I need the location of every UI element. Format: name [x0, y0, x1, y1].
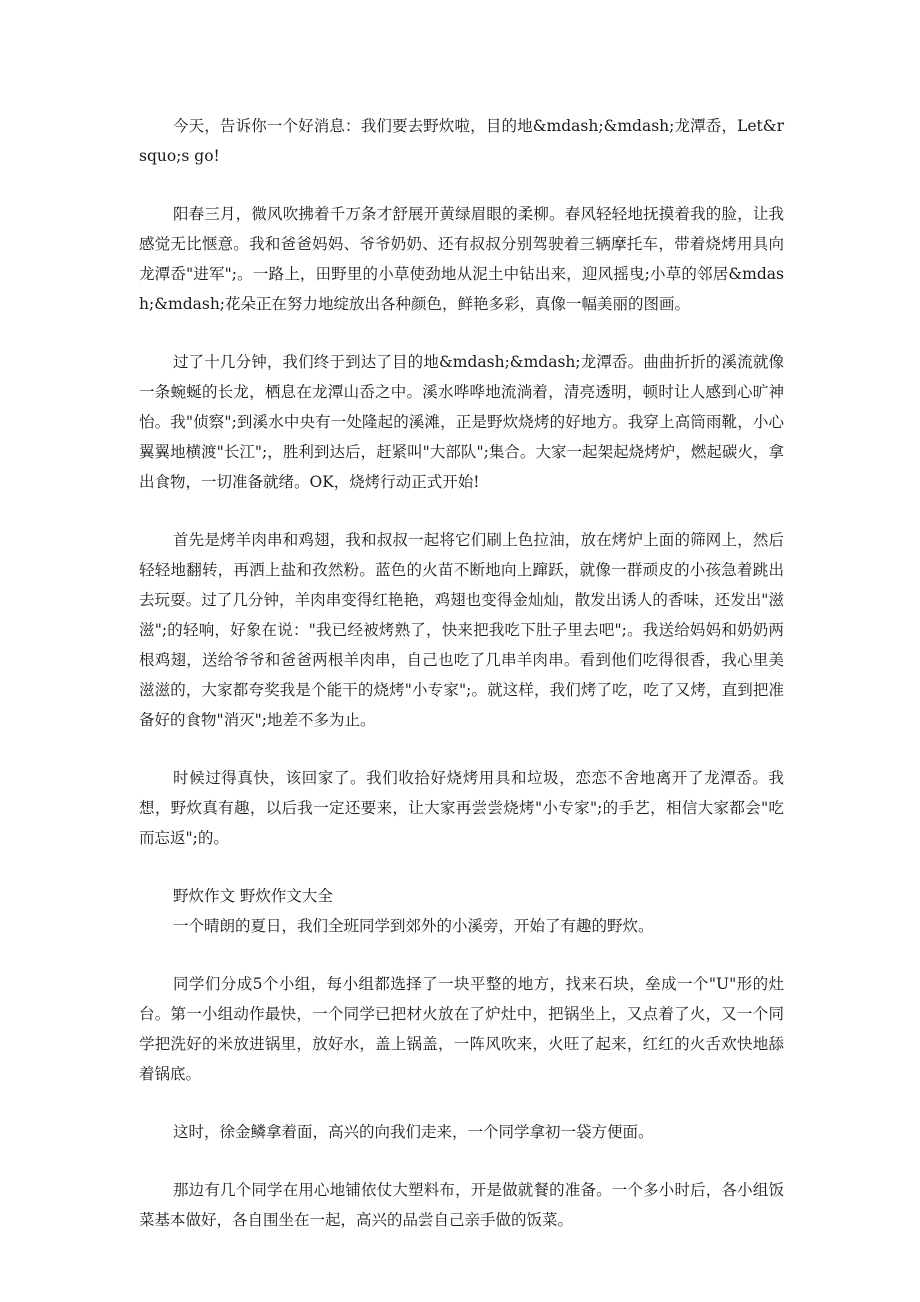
section-title: 野炊作文 野炊作文大全: [173, 887, 333, 905]
paragraph-6: 一个晴朗的夏日，我们全班同学到郊外的小溪旁，开始了有趣的野炊。: [173, 917, 654, 935]
document-body: [139, 111, 784, 1263]
paragraph-8: 这时，徐金鳞拿着面，高兴的向我们走来，一个同学拿初一袋方便面。: [173, 1123, 654, 1141]
paragraph-9: 那边有几个同学在用心地铺依仗大塑料布，开是做就餐的准备。一个多小时后，各小组饭菜基本做好，各自围坐在一起，高兴的品尝自己亲手做的饭菜。: [139, 1181, 784, 1229]
paragraph-4: 首先是烤羊肉串和鸡翅，我和叔叔一起将它们刷上色拉油，放在烤炉上面的筛网上，然后轻轻地翻转，再洒上盐和孜然粉。蓝色的火苗不断地向上蹿跃，就像一群顽皮的小孩急着跳出去玩耍。过了几分钟，羊肉串变得红艳艳，鸡翅也变得金灿灿，散发出诱人的香味，还发出"滋滋";的轻响，好象在说："我已经被烤熟了，快来把我吃下肚子里去吧";。我送给妈妈和奶奶两根鸡翅，送给爷爷和爸爸两根羊肉串，自己也吃了几串羊肉串。看到他们吃得很香，我心里美滋滋的，大家都夸奖我是个能干的烧烤"小专家";。就这样，我们烤了吃，吃了又烤，直到把准备好的食物"消灭";地差不多为止。: [139, 531, 784, 729]
paragraph-1: 今天，告诉你一个好消息：我们要去野炊啦，目的地&mdash;&mdash;龙潭岙，Let&rsquo;s go!: [139, 117, 784, 165]
paragraph-2: 阳春三月，微风吹拂着千万条才舒展开黄绿眉眼的柔柳。春风轻轻地抚摸着我的脸，让我感觉无比惬意。我和爸爸妈妈、爷爷奶奶、还有叔叔分别驾驶着三辆摩托车，带着烧烤用具向龙潭岙"进军";。一路上，田野里的小草使劲地从泥土中钻出来，迎风摇曳;小草的邻居&mdash;&mdash;花朵正在努力地绽放出各种颜色，鲜艳多彩，真像一幅美丽的图画。: [139, 205, 784, 313]
paragraph-7: 同学们分成5个小组，每小组都选择了一块平整的地方，找来石块，垒成一个"U"形的灶台。第一小组动作最快，一个同学已把材火放在了炉灶中，把锅坐上，又点着了火，又一个同学把洗好的米放进锅里，放好水，盖上锅盖，一阵风吹来，火旺了起来，红红的火舌欢快地舔着锅底。: [139, 975, 784, 1083]
paragraph-5: 时候过得真快，该回家了。我们收拾好烧烤用具和垃圾，恋恋不舍地离开了龙潭岙。我想，野炊真有趣，以后我一定还要来，让大家再尝尝烧烤"小专家";的手艺，相信大家都会"吃而忘返";的。: [139, 769, 784, 847]
paragraph-3: 过了十几分钟，我们终于到达了目的地&mdash;&mdash;龙潭岙。曲曲折折的溪流就像一条蜿蜒的长龙，栖息在龙潭山岙之中。溪水哗哗地流淌着，清亮透明，顿时让人感到心旷神怡。我"侦察";到溪水中央有一处隆起的溪滩，正是野炊烧烤的好地方。我穿上高筒雨靴，小心翼翼地横渡"长江";，胜利到达后，赶紧叫"大部队";集合。大家一起架起烧烤炉，燃起碳火，拿出食物，一切准备就绪。OK，烧烤行动正式开始!: [139, 353, 784, 491]
